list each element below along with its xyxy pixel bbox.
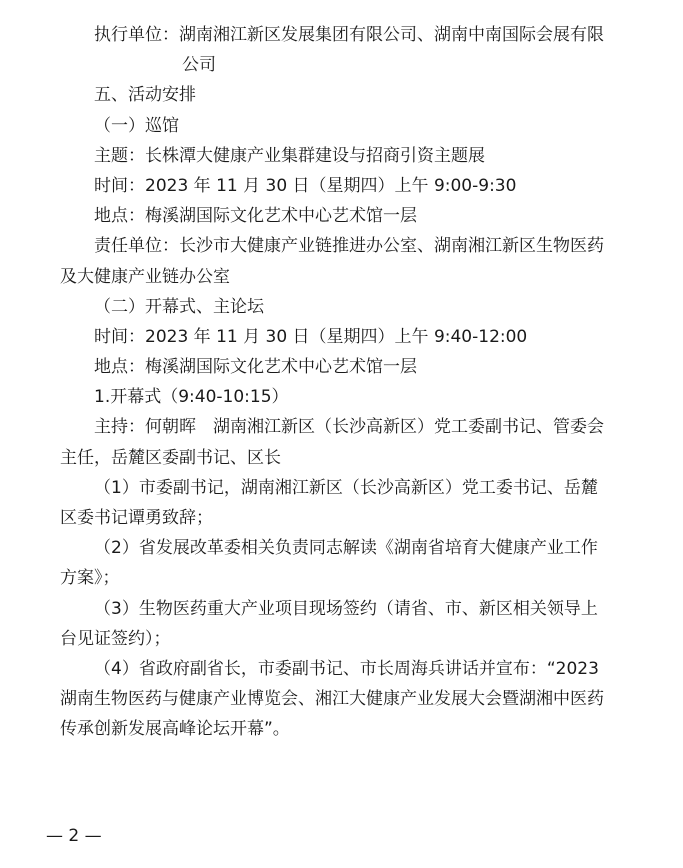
line-opening-location: 地点：梅溪湖国际文化艺术中心艺术馆一层 <box>94 357 417 378</box>
line-tour-location: 地点：梅溪湖国际文化艺术中心艺术馆一层 <box>94 206 417 227</box>
agenda-item-2-cont: 方案》； <box>60 568 120 589</box>
page-number: — 2 — <box>46 826 102 846</box>
agenda-item-2: （2）省发展改革委相关负责同志解读《湖南省培育大健康产业工作 <box>94 538 598 559</box>
agenda-item-3: （3）生物医药重大产业项目现场签约（请省、市、新区相关领导上 <box>94 598 598 619</box>
line-host-cont: 主任，岳麓区委副书记、区长 <box>60 447 281 468</box>
section-heading-activities: 五、活动安排 <box>94 85 196 106</box>
subsection-heading-opening: （二）开幕式、主论坛 <box>94 296 264 317</box>
line-host: 主持：何朝晖 湖南湘江新区（长沙高新区）党工委副书记、管委会 <box>94 417 604 438</box>
agenda-item-4-cont-1: 湖南生物医药与健康产业博览会、湘江大健康产业发展大会暨湖湘中医药 <box>60 689 604 710</box>
line-tour-time: 时间：2023 年 11 月 30 日（星期四）上午 9:00-9:30 <box>94 175 517 196</box>
agenda-item-1: （1）市委副书记，湖南湘江新区（长沙高新区）党工委书记、岳麓 <box>94 477 598 498</box>
agenda-item-4-cont-2: 传承创新发展高峰论坛开幕”。 <box>60 719 290 740</box>
line-tour-responsible: 责任单位：长沙市大健康产业链推进办公室、湖南湘江新区生物医药 <box>94 236 604 257</box>
line-opening-time: 时间：2023 年 11 月 30 日（星期四）上午 9:40-12:00 <box>94 326 528 347</box>
line-tour-theme: 主题：长株潭大健康产业集群建设与招商引资主题展 <box>94 145 485 166</box>
agenda-item-4: （4）省政府副省长，市委副书记、市长周海兵讲话并宣布：“2023 <box>94 658 599 679</box>
agenda-item-1-cont: 区委书记谭勇致辞； <box>60 508 213 528</box>
agenda-item-3-cont: 台见证签约）； <box>60 628 171 649</box>
item-heading-opening-ceremony: 1.开幕式（9:40-10:15） <box>94 387 289 408</box>
line-exec-unit-cont: 公司 <box>182 55 216 76</box>
subsection-heading-tour: （一）巡馆 <box>94 115 179 136</box>
document-body <box>60 20 635 745</box>
line-tour-responsible-cont: 及大健康产业链办公室 <box>60 266 230 287</box>
line-exec-unit: 执行单位：湖南湘江新区发展集团有限公司、湖南中南国际会展有限 <box>94 25 604 45</box>
